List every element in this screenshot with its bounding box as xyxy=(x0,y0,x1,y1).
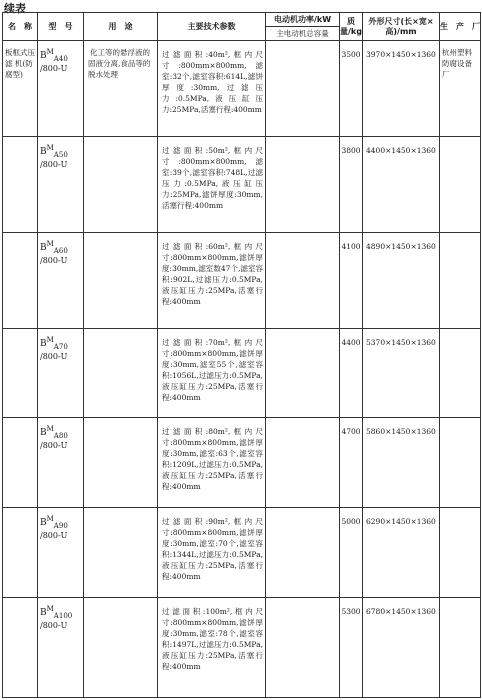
cell-use xyxy=(84,328,158,418)
model-number: 100 xyxy=(58,611,73,620)
table-row xyxy=(3,41,481,137)
model-number: 40 xyxy=(58,54,68,63)
model-code xyxy=(40,335,82,362)
model-prefix: B xyxy=(40,338,47,349)
equipment-spec-table xyxy=(2,12,481,698)
header-use: 用 途 xyxy=(84,13,158,41)
header-name: 名 称 xyxy=(3,13,38,41)
model-subscript: A xyxy=(53,342,59,351)
header-maker: 生 产 厂 xyxy=(440,13,481,41)
cell-maker: 杭州塑料防腐设备厂 xyxy=(440,41,481,137)
model-prefix: B xyxy=(40,428,47,439)
cell-model xyxy=(38,232,84,328)
model-number: 90 xyxy=(58,521,68,530)
cell-mass: 5300 xyxy=(340,597,363,697)
cell-power xyxy=(266,41,340,137)
cell-use xyxy=(84,597,158,697)
cell-dimensions: 5860×1450×1360 xyxy=(363,418,440,508)
model-superscript: M xyxy=(46,515,54,524)
cell-dimensions: 4890×1450×1360 xyxy=(363,232,440,328)
cell-dimensions: 6780×1450×1360 xyxy=(363,597,440,697)
cell-use: 化工等的悬浮液的固液分离,食品等的脱水处理 xyxy=(84,41,158,137)
cell-mass: 5000 xyxy=(340,508,363,598)
cell-power xyxy=(266,597,340,697)
model-prefix: B xyxy=(40,242,47,253)
cell-spec: 过滤面积:60m²,框内尺寸:800mm×800mm,滤饼厚度:30mm,滤室数47个,滤室容积:902L,过滤压力:0.5MPa,液压缸压力:25MPa,活塞行程:400mm xyxy=(158,232,266,328)
model-superscript: M xyxy=(46,143,54,152)
model-number: 50 xyxy=(58,150,68,159)
table-continuation-caption: 续表 xyxy=(4,2,26,15)
cell-name xyxy=(3,597,38,697)
model-suffix: /800-U xyxy=(40,351,68,361)
header-dimensions: 外形尺寸(长×宽×高)/mm xyxy=(363,13,440,41)
table-row xyxy=(3,232,481,328)
cell-model xyxy=(38,597,84,697)
model-code xyxy=(40,515,82,541)
cell-model xyxy=(38,328,84,418)
cell-mass: 3500 xyxy=(340,41,363,137)
cell-name xyxy=(3,508,38,598)
cell-model xyxy=(38,136,84,232)
model-superscript: M xyxy=(46,48,54,56)
cell-model xyxy=(38,508,84,598)
cell-power xyxy=(266,418,340,508)
model-suffix: /800-U xyxy=(40,620,68,630)
cell-maker xyxy=(440,232,481,328)
model-superscript: M xyxy=(46,239,54,248)
cell-name xyxy=(3,232,38,328)
cell-dimensions: 5370×1450×1360 xyxy=(363,328,440,418)
model-subscript: A xyxy=(53,611,59,620)
cell-use xyxy=(84,232,158,328)
model-code xyxy=(40,604,82,631)
table-row xyxy=(3,508,481,598)
model-prefix: B xyxy=(40,607,47,618)
model-prefix: B xyxy=(40,518,47,529)
model-superscript: M xyxy=(46,425,54,434)
cell-spec: 过滤面积:40m²,框内尺寸:800mm×800mm,滤室:32个,滤室容积:614L,滤饼厚度:30mm,过滤压力:0.5MPa,液压缸压力:25MPa,活塞行程:400mm xyxy=(158,41,266,137)
cell-maker xyxy=(440,508,481,598)
model-subscript: A xyxy=(53,432,59,441)
cell-mass: 4100 xyxy=(340,232,363,328)
model-subscript: A xyxy=(53,150,59,159)
model-suffix: /800-U xyxy=(40,441,68,451)
model-subscript: A xyxy=(53,54,59,63)
table-row xyxy=(3,328,481,418)
cell-spec: 过滤面积:90m²,框内尺寸:800mm×800mm,滤饼厚度:30mm,滤室:70个,滤室容积:1344L,过滤压力:0.5MPa,液压缸压力:25MPa,活塞行程:400mm xyxy=(158,508,266,598)
cell-power xyxy=(266,136,340,232)
cell-use xyxy=(84,136,158,232)
model-number: 80 xyxy=(58,432,68,441)
table-row xyxy=(3,597,481,697)
model-code xyxy=(40,48,82,74)
cell-spec: 过滤面积:80m²,框内尺寸:800mm×800mm,滤饼厚度:30mm,滤室:63个,滤室容积:1209L,过滤压力:0.5MPa,液压缸压力:25MPa,活塞行程:400mm xyxy=(158,418,266,508)
model-code xyxy=(40,425,82,451)
model-number: 60 xyxy=(58,246,68,255)
model-code xyxy=(40,239,82,266)
cell-maker xyxy=(440,328,481,418)
cell-power xyxy=(266,232,340,328)
cell-maker xyxy=(440,597,481,697)
model-subscript: A xyxy=(53,521,59,530)
cell-name: 板框式压 滤 机(防腐型) xyxy=(3,41,38,137)
cell-name xyxy=(3,136,38,232)
cell-maker xyxy=(440,418,481,508)
model-suffix: /800-U xyxy=(40,255,68,265)
cell-dimensions: 6290×1450×1360 xyxy=(363,508,440,598)
cell-model xyxy=(38,418,84,508)
cell-dimensions: 4400×1450×1360 xyxy=(363,136,440,232)
cell-spec: 过滤面积:70m²,框内尺寸:800mm×800mm,滤饼厚度:30mm,滤室55个,滤室容积:1056L,过滤压力:0.5MPa,液压缸压力:25MPa,活塞行程:400mm xyxy=(158,328,266,418)
cell-spec: 过滤面积:50m²,框内尺寸:800mm×800mm,滤室:39个,滤室容积:748L,过滤压力:0.5MPa,液压缸压力:25MPa,滤饼厚度:30mm,活塞行程:400mm xyxy=(158,136,266,232)
cell-maker xyxy=(440,136,481,232)
cell-power xyxy=(266,508,340,598)
model-superscript: M xyxy=(46,604,54,613)
cell-spec: 过滤面积:100m²,框内尺寸:800mm×800mm,滤饼厚度:30mm,滤室:78个,滤室容积:1497L,过滤压力:0.5MPa,液压缸压力:25MPa,活塞行程:400mm xyxy=(158,597,266,697)
header-spec: 主要技术参数 xyxy=(158,13,266,41)
model-prefix: B xyxy=(40,146,47,157)
cell-name xyxy=(3,418,38,508)
table-row xyxy=(3,418,481,508)
cell-mass: 4700 xyxy=(340,418,363,508)
table-row xyxy=(3,136,481,232)
cell-mass: 3800 xyxy=(340,136,363,232)
model-number: 70 xyxy=(58,342,68,351)
header-model: 型 号 xyxy=(38,13,84,41)
model-prefix: B xyxy=(40,51,47,61)
cell-dimensions: 3970×1450×1360 xyxy=(363,41,440,137)
cell-model xyxy=(38,41,84,137)
model-superscript: M xyxy=(46,335,54,344)
model-code xyxy=(40,143,82,170)
model-subscript: A xyxy=(53,246,59,255)
cell-name xyxy=(3,328,38,418)
cell-power xyxy=(266,328,340,418)
cell-use xyxy=(84,418,158,508)
model-suffix: /800-U xyxy=(40,530,68,540)
header-mass: 质量/kg xyxy=(340,13,363,41)
header-power: 电动机功率/kW xyxy=(266,13,340,27)
cell-mass: 4400 xyxy=(340,328,363,418)
model-suffix: /800-U xyxy=(40,159,68,169)
header-power-sub: 主电动机总容量 xyxy=(266,27,340,41)
model-suffix: /800-U xyxy=(40,63,68,73)
cell-use xyxy=(84,508,158,598)
